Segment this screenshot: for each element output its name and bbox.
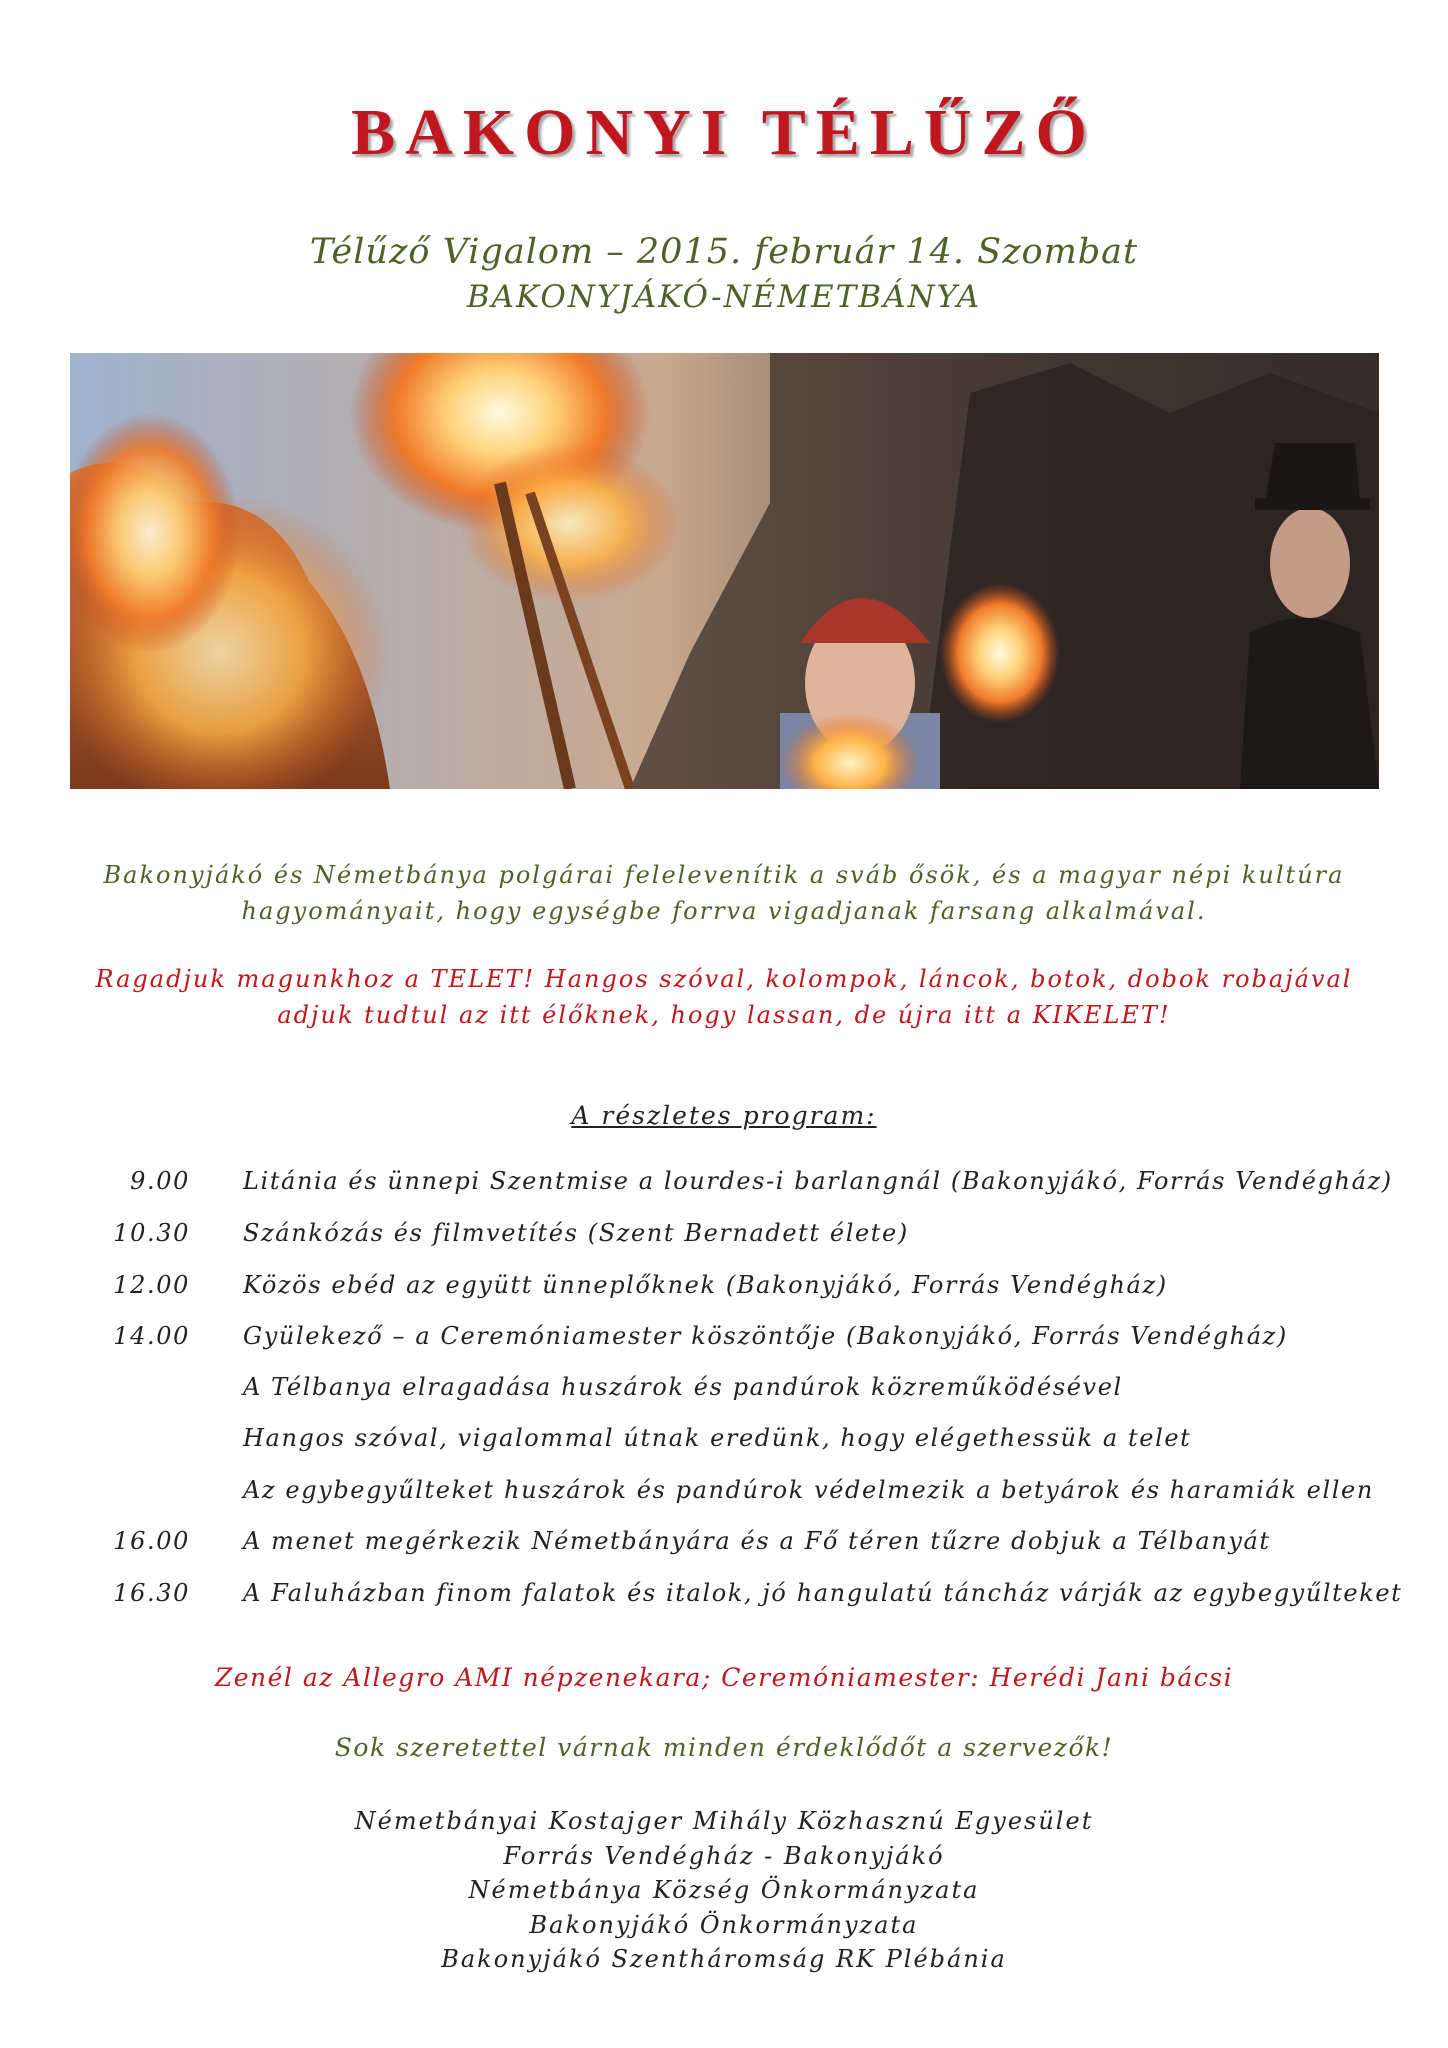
program-time: 14.00: [113, 1322, 190, 1350]
program-row: [0, 1167, 1448, 1207]
organizer-item: Németbánya Község Önkormányzata: [468, 1876, 980, 1904]
organizer-item: Bakonyjákó Szentháromság RK Plébánia: [441, 1945, 1007, 1973]
call-line-2: adjuk tudtul az itt élőknek, hogy lassan, de újra itt a KIKELET!: [277, 1001, 1171, 1029]
intro-paragraph: [0, 857, 1448, 929]
program-text: A Faluházban finom falatok és italok, jó hangulatú táncház várják az egybegyűlteket: [243, 1579, 1403, 1607]
program-time: 12.00: [113, 1271, 190, 1299]
program-text: Litánia és ünnepi Szentmise a lourdes-i barlangnál (Bakonyjákó, Forrás Vendégház): [243, 1167, 1393, 1195]
program-text: Közös ebéd az együtt ünneplőknek (Bakonyjákó, Forrás Vendégház): [243, 1271, 1168, 1299]
organizer-item: Bakonyjákó Önkormányzata: [529, 1910, 919, 1939]
call-line-1: Ragadjuk magunkhoz a TELET! Hangos szóval, kolompok, láncok, botok, dobok robajával: [95, 965, 1353, 993]
program-time: 16.00: [113, 1527, 190, 1555]
intro-line-2: hagyományait, hogy egységbe forrva vigadjanak farsang alkalmával.: [241, 897, 1207, 925]
event-date-subtitle: Télűző Vigalom – 2015. február 14. Szombat: [309, 232, 1139, 272]
program-text: Szánkózás és filmvetítés (Szent Bernadett élete): [243, 1219, 909, 1247]
program-row: [0, 1271, 1448, 1311]
intro-line-1: Bakonyjákó és Németbánya polgárai felelevenítik a sváb ősök, és a magyar népi kultúra: [103, 861, 1345, 889]
organizers-list: [0, 1804, 1448, 1977]
program-row: [0, 1322, 1448, 1362]
program-heading: A részletes program:: [571, 1101, 877, 1130]
call-paragraph: [0, 961, 1448, 1033]
event-location-subtitle: BAKONYJÁKÓ-NÉMETBÁNYA: [466, 279, 982, 315]
program-row: [0, 1527, 1448, 1567]
organizer-item: Németbányai Kostajger Mihály Közhasznú Egyesület: [354, 1807, 1094, 1835]
program-text: A Télbanya elragadása huszárok és pandúrok közreműködésével: [243, 1373, 1123, 1401]
music-credit: Zenél az Allegro AMI népzenekara; Ceremóniamester: Herédi Jani bácsi: [214, 1663, 1234, 1692]
program-row: [0, 1579, 1448, 1619]
program-row: [0, 1424, 1448, 1464]
program-time: 16.30: [113, 1579, 190, 1607]
invitation-line: Sok szeretettel várnak minden érdeklődőt a szervezők!: [334, 1733, 1114, 1762]
program-text: Hangos szóval, vigalommal útnak eredünk, hogy elégethessük a telet: [243, 1424, 1192, 1452]
organizer-item: Forrás Vendégház - Bakonyjákó: [503, 1841, 945, 1870]
bonfire-photo: [70, 353, 1379, 789]
program-row: [0, 1476, 1448, 1516]
poster-title: BAKONYI TÉLŰZŐ: [351, 96, 1097, 169]
program-text: A menet megérkezik Németbányára és a Fő téren tűzre dobjuk a Télbanyát: [243, 1527, 1271, 1555]
program-time: 9.00: [130, 1167, 190, 1195]
program-text: Gyülekező – a Ceremóniamester köszöntője (Bakonyjákó, Forrás Vendégház): [243, 1322, 1288, 1350]
program-row: [0, 1373, 1448, 1413]
program-text: Az egybegyűlteket huszárok és pandúrok védelmezik a betyárok és haramiák ellen: [243, 1476, 1374, 1504]
program-time: 10.30: [113, 1219, 190, 1247]
program-row: [0, 1219, 1448, 1259]
